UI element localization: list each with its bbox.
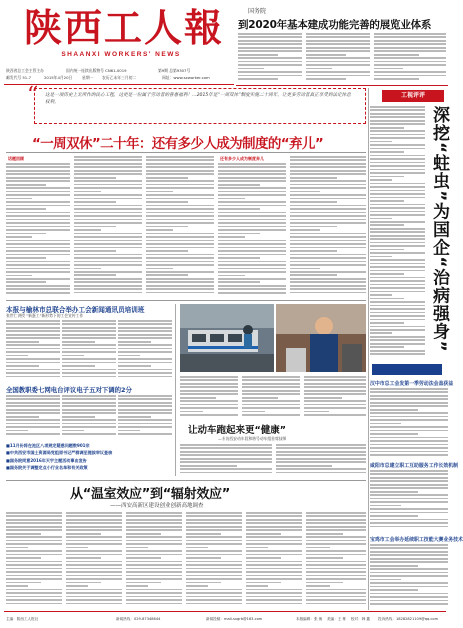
issue-date: 2015年4月20日 — [44, 75, 73, 80]
bottom-col-1 — [6, 512, 62, 608]
story-3-byline: —专访西安动车段和谐号动车组首席技师 — [218, 436, 287, 441]
column-divider — [175, 304, 176, 476]
technician-photo-art — [276, 304, 366, 372]
story-3-body-1 — [180, 376, 238, 418]
top-story-title: 到2020年基本建成功能完善的展览业体系 — [238, 19, 432, 31]
train-photo-1 — [180, 304, 274, 372]
brief-list — [6, 442, 172, 476]
story-3-title: 让动车跑起来更“健康” — [188, 425, 286, 436]
story-2-body-3 — [118, 395, 172, 439]
masthead-title: 陕西工人報 — [24, 5, 225, 50]
story-2-body-2 — [62, 395, 116, 439]
footer-email[interactable]: 新闻投稿：mail-sxgrb@163.com — [206, 617, 263, 621]
bottom-col-5 — [246, 512, 302, 608]
quote-open-mark: “ — [27, 83, 39, 108]
brief-item[interactable]: ■国务院关于调整定点小行业名单和有关政策 — [6, 465, 88, 471]
brief-item[interactable]: ■11月份将在池区八项规定疑惑问题数901宗 — [6, 443, 90, 448]
issue-number: 第9期 总第9307号 — [158, 68, 191, 73]
story-3-body-3 — [304, 376, 366, 418]
footer-hotline: 投诉热线：18282821109@qq.com — [378, 617, 439, 621]
footer — [6, 613, 446, 625]
commentary-tag-label: 工视评评 — [400, 92, 425, 99]
right-news-1-body — [370, 388, 448, 458]
lunar-date: 农历乙未年三月初二 — [102, 75, 137, 80]
website: 网址：www.sxworker.com — [162, 75, 210, 80]
footer-phone: 新闻热线：029-87348644 — [116, 617, 161, 621]
bottom-col-2 — [66, 512, 122, 608]
story-1-body-3 — [118, 320, 172, 380]
lead-col-3 — [146, 156, 214, 296]
bottom-title: 从“温室效应”到“辐射效应” — [70, 487, 230, 502]
footer-publisher: 主编：陕西工人报社 — [6, 617, 39, 621]
bottom-col-4 — [186, 512, 242, 608]
lead-label-2: 还有多少人成为制度弃儿 — [220, 156, 264, 161]
commentary-title: 深挖“蛀虫”为国企“治病强身” — [429, 106, 449, 353]
right-news-3-body — [370, 544, 448, 608]
top-story-body — [238, 33, 302, 83]
brief-item[interactable]: ■国务院同意2016年天宇主题活动事由宣告 — [6, 457, 87, 463]
top-story-body-3 — [374, 33, 446, 83]
right-section-tag — [372, 364, 442, 375]
masthead-english: SHAANXI WORKERS' NEWS — [61, 51, 181, 58]
lead-bottom-rule — [6, 300, 366, 301]
bottom-col-3 — [126, 512, 182, 608]
right-news-2-body — [370, 470, 448, 530]
story-3-body-4 — [180, 444, 272, 476]
quote-text: 这是一项历史上无所作的民心工程，这更是一份属于劳动者的普惠福利！…2015年是“一周双休”制度实施二十周年，让更多劳动者真正享受到法定休息权利。 — [45, 93, 351, 106]
right-news-2-title: 咸阳市总建立职工互助服务工作长效机制 — [370, 463, 459, 469]
commentary-tag — [382, 90, 444, 102]
right-column-divider — [368, 88, 369, 610]
story-1-body-2 — [62, 320, 116, 380]
sponsor-text: 陕西省总工会主管主办 — [6, 68, 44, 73]
lead-col-2 — [74, 156, 142, 296]
lead-rule — [6, 152, 366, 153]
lead-col-5 — [290, 156, 366, 296]
right-news-1-title: 汉中市总工会发第一季劳动法会盖获益 — [370, 381, 454, 387]
story-1-subtitle: 张世仁讲授 “新蛋工”新形势下的工会宣传工作 — [6, 313, 84, 318]
masthead-logo — [24, 5, 225, 50]
masthead-rule — [4, 84, 234, 85]
lead-col-4 — [218, 163, 286, 295]
story-3-body-5 — [276, 444, 366, 476]
lead-label-1: 话题回顾 — [8, 156, 24, 161]
quote-box — [27, 83, 366, 124]
bottom-rule — [6, 480, 366, 481]
story-1-title: 本报与榆林市总联合举办工会新闻通讯员培训班 — [6, 306, 145, 314]
lead-title: “一周双休”二十年：还有多少人成为制度的“弃儿” — [32, 136, 324, 152]
top-story-rule — [236, 85, 448, 86]
bottom-col-6 — [306, 512, 366, 608]
bottom-subtitle: ——西安高新区建设创业创新高地调查 — [110, 503, 204, 509]
story-1-body-1 — [6, 320, 60, 380]
story-3-body-2 — [242, 376, 300, 418]
footer-rule — [4, 611, 446, 612]
lead-col-1 — [6, 163, 70, 295]
top-story-kicker: 国务院 — [248, 8, 267, 15]
masthead — [6, 5, 234, 66]
brief-item[interactable]: ■中共西安市国土资源局党组原书记严群调至提拔审议查核 — [6, 450, 113, 456]
pub-number: 国内统一连续出版物号 CN61-0019 — [66, 68, 127, 73]
postal-code: 邮发代号 51-7 — [6, 75, 32, 80]
weekday: 星期一 — [82, 75, 94, 80]
story-2-body-1 — [6, 395, 60, 439]
footer-editors: 本版编辑：张 朗 美编：王 栋 校对：韩 鑫 — [296, 617, 370, 621]
right-news-3-title: 宝鸡市工会举办延续职工技能大赛业务技术 — [370, 537, 463, 543]
train-photo-2 — [276, 304, 366, 372]
train-photo-art — [180, 304, 274, 372]
top-story-body-2 — [306, 33, 370, 83]
story-2-title: 全国教职委七网电台评议电子五对下调的2分 — [6, 386, 132, 394]
commentary-body-1 — [370, 106, 425, 356]
